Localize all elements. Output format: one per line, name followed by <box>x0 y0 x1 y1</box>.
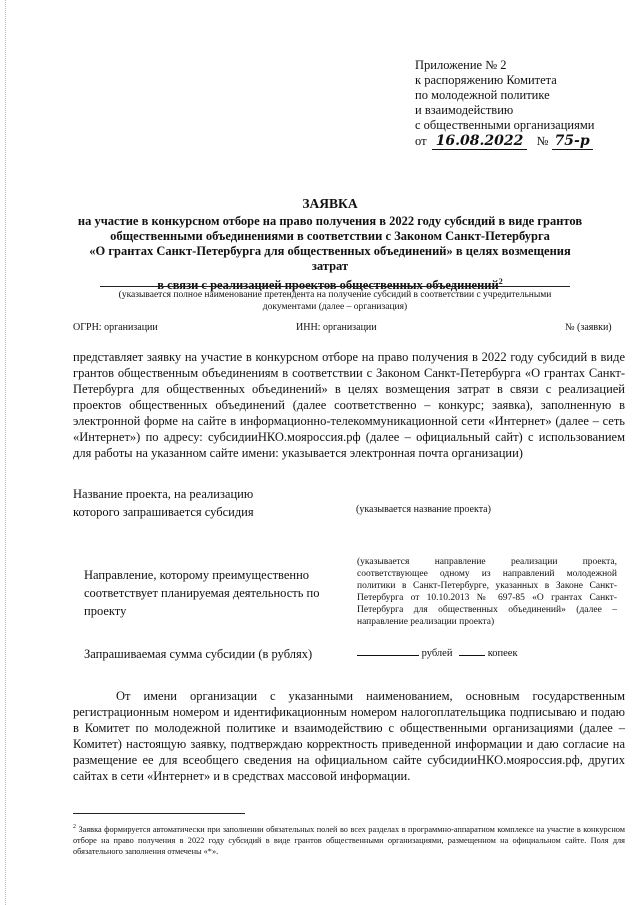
amount-label: Запрашиваемая сумма субсидии (в рублях) <box>84 647 313 661</box>
approval-line-2: к распоряжению Комитета <box>415 73 557 87</box>
approval-line-5: с общественными организациями <box>415 118 595 132</box>
intro-paragraph: представляет заявку на участие в конкурсном отборе на право получения в 2022 году субсидий в виде грантов общественным объединениям в соответствии с Законом Санкт-Петербурга «О грантах Санкт-Петербурга для общественных объединений» в целях возмещения затрат в связи с реализацией проектов общественных объединений (далее соответственно – конкурс; заявка), заполненную в электронной форме на сайте в информационно-телекоммуникационной сети «Интернет» (далее – сеть «Интернет») по адресу: субсидииНКО.мояроссия.рф (далее – официальный сайт) с использованием для работы на указанном сайте имени: указывается электронная почта организации) <box>73 350 625 460</box>
amount-kop-blank <box>459 655 485 656</box>
project-name-label: Название проекта, на реализацию которого запрашивается субсидия <box>73 487 254 519</box>
handwritten-date: 16.08.2022 <box>432 134 528 150</box>
inn-field: ИНН: организации <box>296 322 377 333</box>
org-name-hint: (указывается полное наименование претендента на получение субсидий в соответствии с учредительными документами (далее – организация) <box>118 290 552 312</box>
handwritten-number: 75-р <box>552 134 593 150</box>
project-name-hint: (указывается название проекта) <box>356 504 491 515</box>
number-prefix: № <box>536 134 549 148</box>
date-prefix: от <box>415 134 427 148</box>
page-edge-marks <box>5 0 7 905</box>
approval-line-3: по молодежной политике <box>415 88 550 102</box>
amount-rub-label: рублей <box>421 648 453 659</box>
approval-block <box>415 58 635 150</box>
document-title <box>70 196 590 293</box>
ogrn-field: ОГРН: организации <box>73 322 158 333</box>
approval-date-line <box>415 134 635 150</box>
title-main: ЗАЯВКА <box>302 196 358 211</box>
org-name-line <box>100 286 570 287</box>
approval-line-1: Приложение № 2 <box>415 58 507 72</box>
title-footnote-mark: 2 <box>498 277 503 286</box>
footnote-mark: 2 <box>73 824 76 830</box>
title-line-1: на участие в конкурсном отборе на право получения в 2022 году субсидий в виде грантов <box>77 214 583 228</box>
title-line-3: «О грантах Санкт-Петербурга для общественных объединений» в целях возмещения затрат <box>89 244 571 273</box>
amount-kop-label: копеек <box>487 648 518 659</box>
application-number-field: № (заявки) <box>565 322 612 333</box>
footnote-text: Заявка формируется автоматически при заполнении обязательных полей во всех разделах в программно-аппаратном комплексе на участие в конкурсном отборе на право получения в 2022 году субсидий в виде грантов общественными организациями, размещенном на официальном сайте. Поля для обязательного заполнения отмечены «*». <box>73 824 626 856</box>
title-line-2: общественными объединениями в соответствии с Законом Санкт-Петербурга <box>110 229 550 243</box>
consent-paragraph: От имени организации с указанными наименованием, основным государственным регистрационным номером и идентификационным номером налогоплательщика подписываю и подаю в Комитет по молодежной политике и взаимодействию с общественными организациями (далее – Комитет) настоящую заявку, подтверждаю корректность приведенной информации и даю согласие на размещение ее для всеобщего сведения на официальном сайте субсидииНКО.мояроссия.рф, других сайтах в сети «Интернет» и в средствах массовой информации. <box>73 689 625 783</box>
amount-field <box>357 648 518 659</box>
approval-line-4: и взаимодействию <box>415 103 514 117</box>
direction-hint: (указывается направление реализации проекта, соответствующее одному из направлений молодежной политики в Санкт-Петербурге, указанных в Законе Санкт-Петербурга от 10.10.2013 № 697-85 «О грантах Санкт-Петербурга для общественных объединений» (далее – направление реализации проекта) <box>357 557 617 627</box>
footnote <box>73 822 625 857</box>
amount-rub-blank <box>357 655 419 656</box>
footnote-separator <box>73 813 245 814</box>
direction-label: Направление, которому преимущественно соответствует планируемая деятельность по проекту <box>84 568 320 618</box>
